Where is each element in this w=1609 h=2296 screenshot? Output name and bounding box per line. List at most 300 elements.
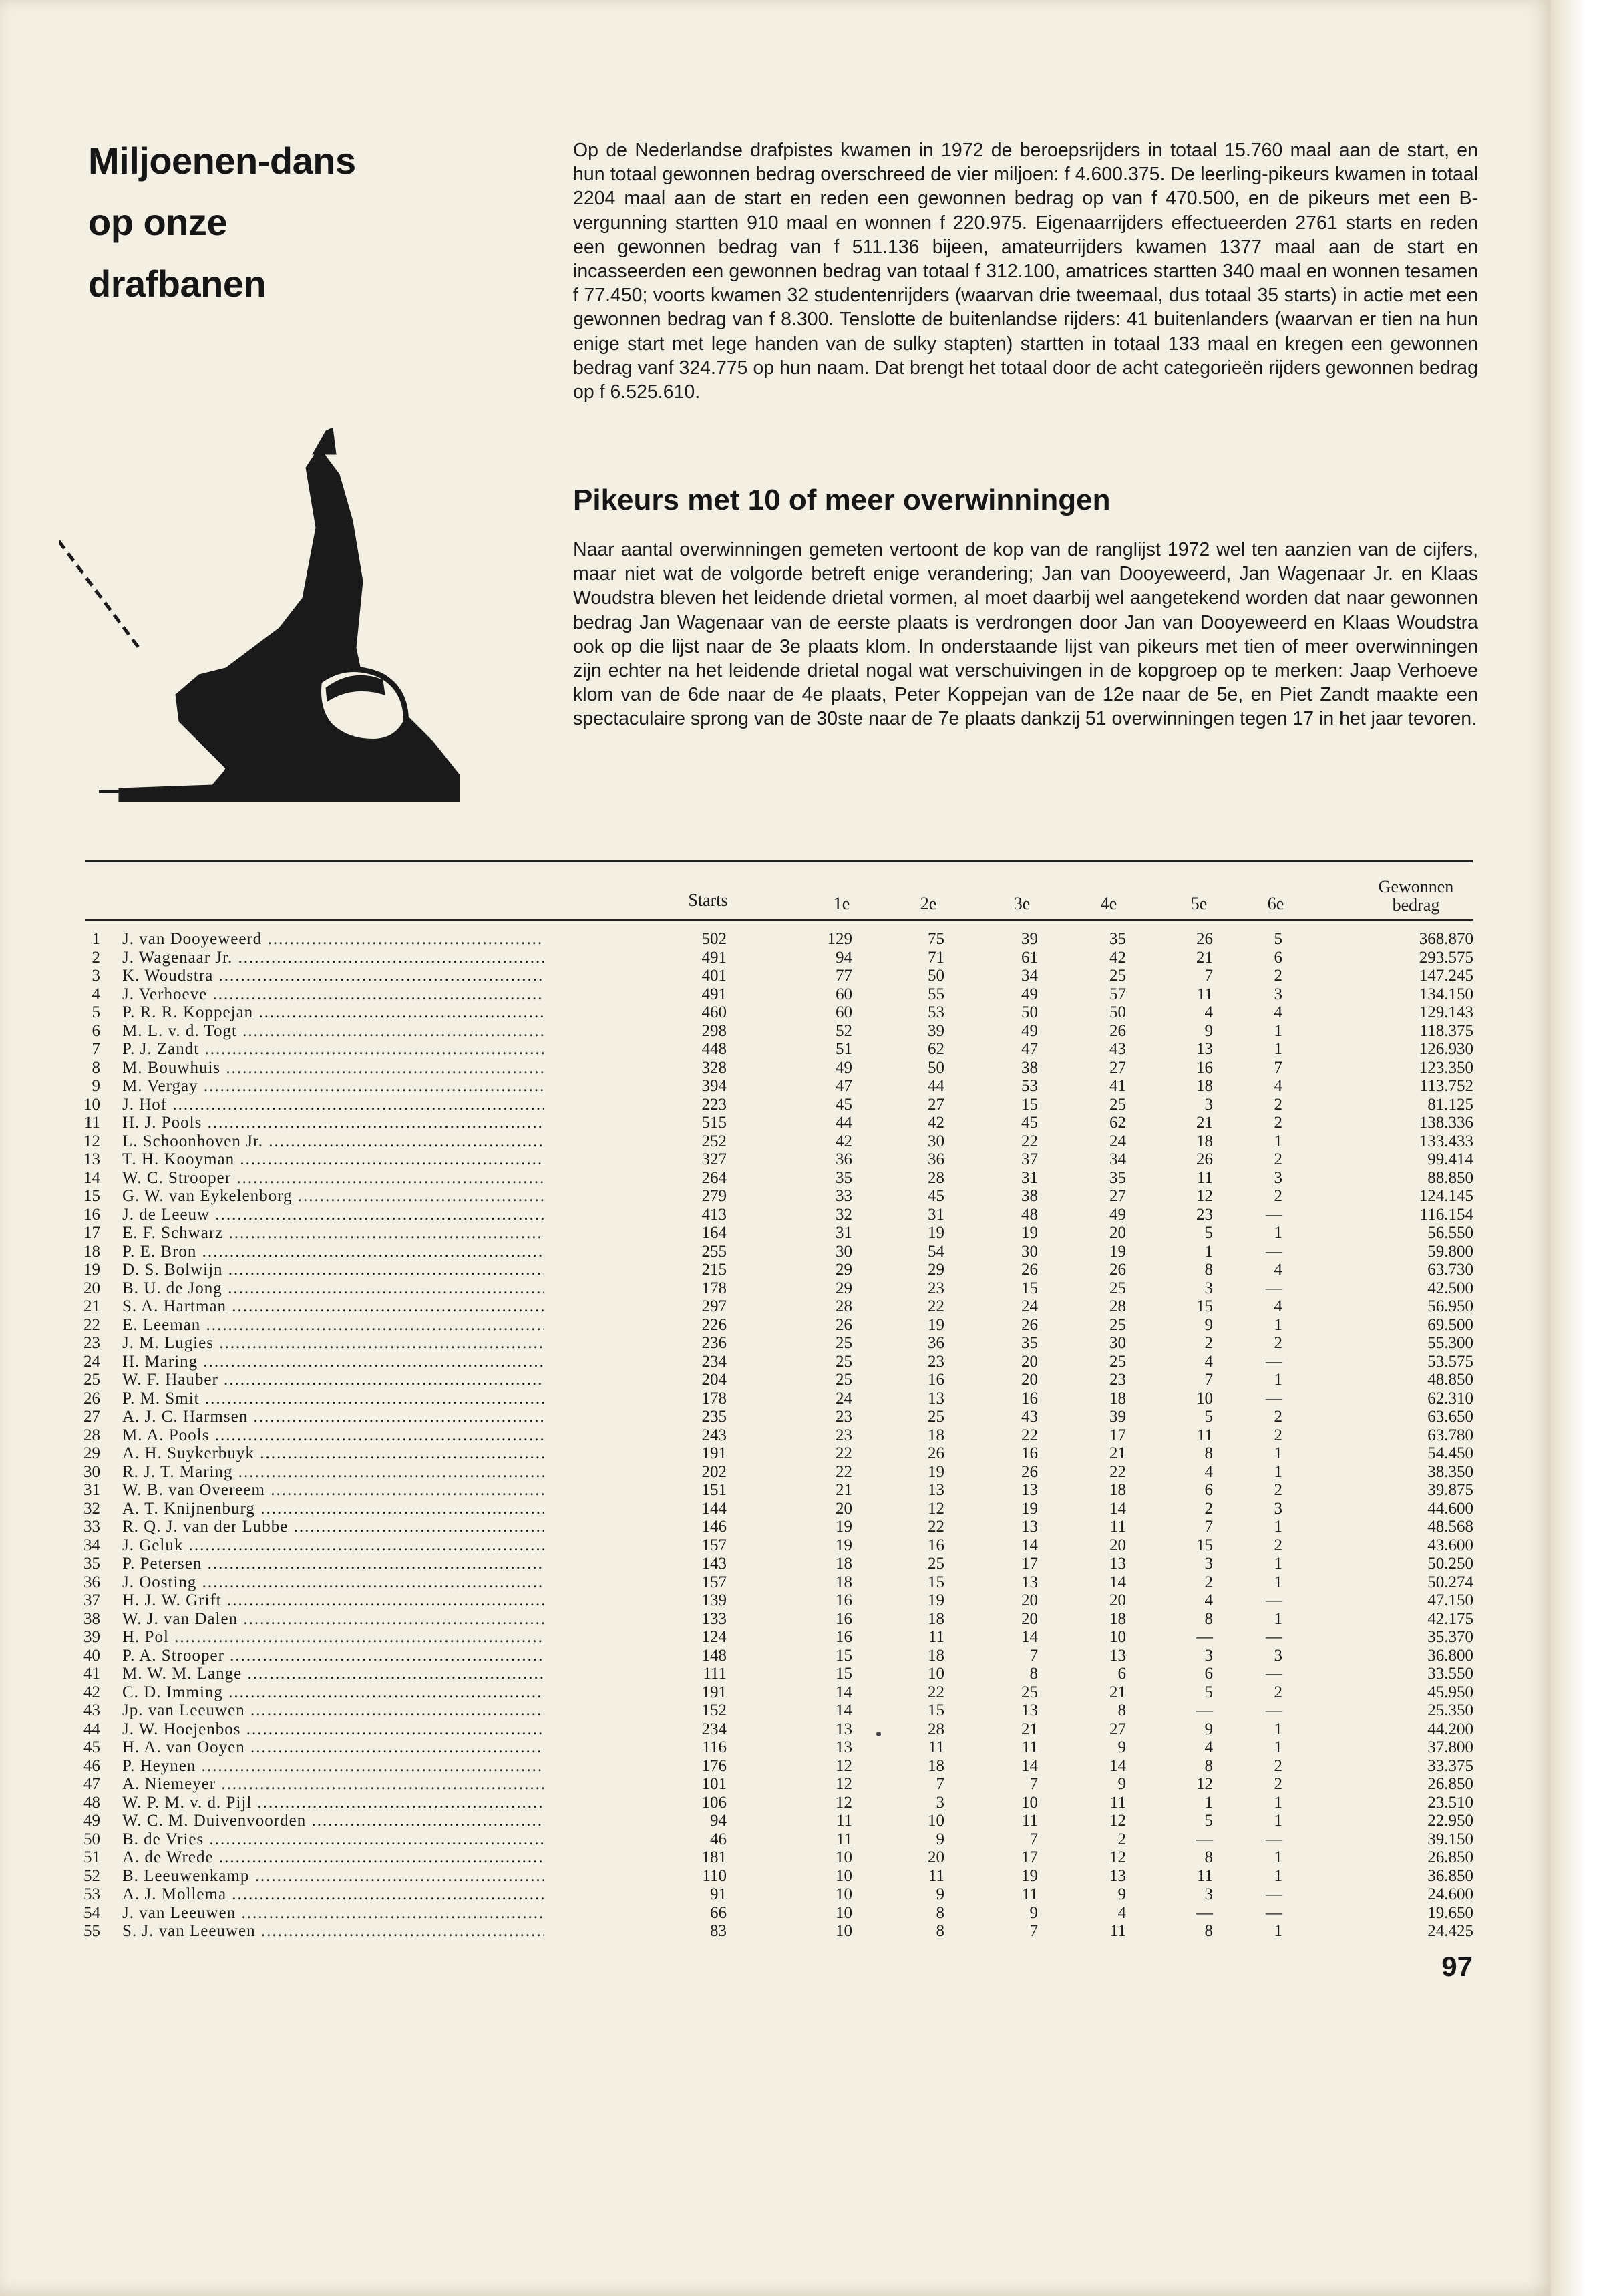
fifth-places: 10 (1196, 1389, 1213, 1408)
table-row (0, 1206, 1551, 1224)
driver-name: J. Wagenaar Jr. ..... (122, 949, 544, 967)
fifth-places: 21 (1196, 948, 1213, 967)
third-places: 39 (1021, 930, 1038, 948)
table-row (0, 1628, 1551, 1647)
second-places: 62 (928, 1040, 944, 1058)
table-row (0, 1536, 1551, 1555)
third-places: 13 (1021, 1481, 1038, 1499)
driver-name: B. de Vries ..... (122, 1830, 544, 1849)
table-row (0, 1885, 1551, 1904)
rank-number: 14 (83, 1168, 100, 1187)
third-places: 14 (1021, 1756, 1038, 1775)
second-places: 11 (928, 1738, 944, 1756)
prize-amount: 33.375 (1427, 1756, 1473, 1775)
driver-name: J. W. Hoejenbos ..... (122, 1720, 544, 1739)
second-places: 53 (928, 1003, 944, 1021)
driver-name: B. U. de Jong ..... (122, 1279, 544, 1298)
sixth-places: 1 (1274, 1021, 1282, 1040)
first-places: 35 (836, 1168, 852, 1187)
fourth-places: 6 (1117, 1665, 1126, 1683)
sixth-places: 4 (1274, 1077, 1282, 1095)
third-places: 15 (1021, 1279, 1038, 1297)
prize-amount: 88.850 (1427, 1168, 1473, 1187)
table-row (0, 1003, 1551, 1022)
sixth-places: 2 (1274, 1334, 1282, 1352)
driver-name: M. L. v. d. Togt ..... (122, 1022, 544, 1041)
starts-count: 83 (710, 1922, 727, 1940)
fifth-places: 3 (1204, 1554, 1213, 1573)
table-row (0, 1297, 1551, 1316)
driver-name: P. R. R. Koppejan ..... (122, 1003, 544, 1022)
rank-number: 16 (83, 1205, 100, 1224)
prize-amount: 36.850 (1427, 1866, 1473, 1885)
sixth-places: 1 (1274, 1738, 1282, 1756)
column-header-amount-line: bedrag (1392, 895, 1440, 915)
sixth-places: 1 (1274, 1848, 1282, 1866)
sixth-places: 1 (1274, 1793, 1282, 1812)
fifth-places: 3 (1204, 1095, 1213, 1114)
starts-count: 66 (710, 1903, 727, 1922)
fourth-places: 27 (1109, 1058, 1126, 1077)
fifth-places: 16 (1196, 1058, 1213, 1077)
table-row (0, 1794, 1551, 1812)
second-places: 19 (928, 1315, 944, 1334)
fifth-places: 8 (1204, 1922, 1213, 1940)
rank-number: 3 (92, 967, 100, 985)
rank-number: 4 (92, 985, 100, 1003)
driver-name: S. A. Hartman ..... (122, 1297, 544, 1316)
table-row (0, 1243, 1551, 1261)
second-places: 12 (928, 1499, 944, 1518)
table-row (0, 1500, 1551, 1518)
sixth-places: 6 (1274, 948, 1282, 967)
second-places: 25 (928, 1554, 944, 1573)
rank-number: 45 (83, 1738, 100, 1756)
table-row (0, 1114, 1551, 1132)
sixth-places: — (1266, 1885, 1282, 1903)
first-places: 10 (836, 1885, 852, 1903)
third-places: 16 (1021, 1444, 1038, 1462)
prize-amount: 368.870 (1419, 930, 1473, 948)
rank-number: 23 (83, 1334, 100, 1352)
rank-number: 43 (83, 1701, 100, 1719)
second-places: 15 (928, 1701, 944, 1719)
table-row (0, 1812, 1551, 1830)
starts-count: 178 (701, 1389, 727, 1408)
fifth-places: 11 (1196, 985, 1213, 1003)
prize-amount: 63.650 (1427, 1408, 1473, 1426)
third-places: 22 (1021, 1132, 1038, 1150)
table-row (0, 1701, 1551, 1720)
second-places: 18 (928, 1426, 944, 1444)
rank-number: 19 (83, 1261, 100, 1279)
third-places: 37 (1021, 1150, 1038, 1168)
first-places: 16 (836, 1628, 852, 1646)
fifth-places: 3 (1204, 1646, 1213, 1665)
third-places: 7 (1029, 1646, 1038, 1665)
fourth-places: 28 (1109, 1297, 1126, 1315)
table-row (0, 1554, 1551, 1573)
table-row (0, 1077, 1551, 1096)
prize-amount: 47.150 (1427, 1591, 1473, 1609)
fourth-places: 14 (1109, 1756, 1126, 1775)
starts-count: 202 (701, 1462, 727, 1481)
starts-count: 152 (701, 1701, 727, 1719)
third-places: 20 (1021, 1591, 1038, 1609)
starts-count: 157 (701, 1573, 727, 1591)
table-row (0, 1132, 1551, 1151)
driver-name: A. T. Knijnenburg ..... (122, 1500, 544, 1518)
starts-count: 46 (710, 1830, 727, 1848)
first-places: 25 (836, 1334, 852, 1352)
second-places: 31 (928, 1205, 944, 1224)
table-row (0, 1830, 1551, 1849)
driver-name: W. J. van Dalen ..... (122, 1610, 544, 1629)
fifth-places: 5 (1204, 1683, 1213, 1701)
prize-amount: 50.274 (1427, 1573, 1473, 1591)
second-places: 22 (928, 1297, 944, 1315)
first-places: 15 (836, 1646, 852, 1665)
starts-count: 143 (701, 1554, 727, 1573)
rank-number: 2 (92, 948, 100, 967)
sixth-places: 4 (1274, 1297, 1282, 1315)
prize-amount: 42.175 (1427, 1609, 1473, 1628)
prize-amount: 116.154 (1419, 1205, 1473, 1224)
fourth-places: 21 (1109, 1444, 1126, 1462)
fifth-places: — (1196, 1701, 1213, 1719)
third-places: 15 (1021, 1095, 1038, 1114)
driver-name: S. J. van Leeuwen ..... (122, 1922, 544, 1941)
column-header-starts: Starts (688, 890, 728, 910)
fifth-places: 1 (1204, 1793, 1213, 1812)
third-places: 19 (1021, 1224, 1038, 1242)
third-places: 20 (1021, 1352, 1038, 1371)
starts-count: 327 (701, 1150, 727, 1168)
column-header-amount-line: Gewonnen (1378, 877, 1454, 896)
prize-amount: 56.950 (1427, 1297, 1473, 1315)
rank-number: 51 (83, 1848, 100, 1866)
first-places: 25 (836, 1371, 852, 1389)
sixth-places: 2 (1274, 967, 1282, 985)
driver-name: D. S. Bolwijn ..... (122, 1261, 544, 1279)
rank-number: 9 (92, 1077, 100, 1095)
fifth-places: 11 (1196, 1426, 1213, 1444)
column-header-5e: 5e (1190, 894, 1208, 913)
intro-paragraph: Op de Nederlandse drafpistes kwamen in 1972 de beroepsrijders in totaal 15.760 maal aan de start, en hun totaal gewonnen bedrag overschreed de vier miljoen: f 4.600.375. De leerling-pikeurs kwamen in totaal 2204 maal aan de start en reden een gewonnen bedrag op van f 470.500, en de pikeurs met een B-vergunning startten 910 maal en wonnen f 220.975. Eigenaarrijders effectueerden 2761 starts en reden een gewonnen bedrag van f 511.136 bijeen, amateurrijders kwamen 1377 maal aan de start en incasseerden een gewonnen bedrag van totaal f 312.100, amatrices startten 340 maal en wonnen tesamen f 77.450; voorts kwamen 32 studentenrijders (waarvan drie tweemaal, dus totaal 35 starts) in actie met een gewonnen bedrag van f 8.300. Tenslotte de buitenlandse rijders: 41 buitenlanders (waarvan er tien na hun enige start met lege handen van de sulky stapten) startten in totaal 133 maal en kregen een gewonnen bedrag vanf 324.775 op hun naam. Dat brengt het totaal door de acht categorieën rijders gewonnen bedrag op f 6.525.610. (573, 140, 1478, 403)
fifth-places: 4 (1204, 1352, 1213, 1371)
driver-name: T. H. Kooyman ..... (122, 1150, 544, 1169)
sixth-places: 1 (1274, 1132, 1282, 1150)
fifth-places: 26 (1196, 930, 1213, 948)
table-row (0, 1353, 1551, 1371)
driver-name: R. J. T. Maring ..... (122, 1463, 544, 1482)
sixth-places: — (1266, 1352, 1282, 1371)
first-places: 45 (836, 1095, 852, 1114)
rank-number: 36 (83, 1573, 100, 1591)
sixth-places: 2 (1274, 1775, 1282, 1793)
first-places: 49 (836, 1058, 852, 1077)
driver-name: H. J. Pools ..... (122, 1114, 544, 1132)
second-places: 39 (928, 1021, 944, 1040)
prize-amount: 62.310 (1427, 1389, 1473, 1408)
rank-number: 53 (83, 1885, 100, 1903)
first-places: 12 (836, 1793, 852, 1812)
first-places: 33 (836, 1187, 852, 1205)
prize-amount: 23.510 (1427, 1793, 1473, 1812)
starts-count: 116 (702, 1738, 727, 1756)
driver-name: P. Heynen ..... (122, 1757, 544, 1776)
fourth-places: 25 (1109, 1279, 1126, 1297)
table-row (0, 1408, 1551, 1426)
prize-amount: 26.850 (1427, 1775, 1473, 1793)
fourth-places: 25 (1109, 967, 1126, 985)
starts-count: 279 (701, 1187, 727, 1205)
prize-amount: 48.568 (1427, 1518, 1473, 1536)
prize-amount: 54.450 (1427, 1444, 1473, 1462)
first-places: 10 (836, 1922, 852, 1940)
first-places: 19 (836, 1518, 852, 1536)
prize-amount: 59.800 (1427, 1242, 1473, 1261)
second-places: 19 (928, 1462, 944, 1481)
starts-count: 91 (710, 1885, 727, 1903)
sixth-places: 1 (1274, 1609, 1282, 1628)
driver-name: W. B. van Overeem ..... (122, 1481, 544, 1500)
driver-name: A. J. C. Harmsen ..... (122, 1408, 544, 1426)
column-header-4e: 4e (1100, 894, 1117, 913)
starts-count: 328 (701, 1058, 727, 1077)
sixth-places: — (1266, 1628, 1282, 1646)
starts-count: 491 (701, 985, 727, 1003)
starts-count: 144 (701, 1499, 727, 1518)
fourth-places: 41 (1109, 1077, 1126, 1095)
fourth-places: 19 (1109, 1242, 1126, 1261)
third-places: 38 (1021, 1187, 1038, 1205)
prize-amount: 19.650 (1427, 1903, 1473, 1922)
second-places: 10 (928, 1812, 944, 1830)
rank-number: 48 (83, 1793, 100, 1812)
starts-count: 223 (701, 1095, 727, 1114)
sixth-places: — (1266, 1279, 1282, 1297)
fifth-places: 3 (1204, 1885, 1213, 1903)
prize-amount: 126.930 (1419, 1040, 1473, 1058)
driver-name: L. Schoonhoven Jr. ..... (122, 1132, 544, 1151)
third-places: 26 (1021, 1261, 1038, 1279)
rank-number: 39 (83, 1628, 100, 1646)
first-places: 30 (836, 1242, 852, 1261)
article-title (88, 130, 395, 315)
starts-count: 401 (701, 967, 727, 985)
driver-name: J. Verhoeve ..... (122, 985, 544, 1004)
prize-amount: 99.414 (1427, 1150, 1473, 1168)
sixth-places: 2 (1274, 1683, 1282, 1701)
starts-count: 181 (701, 1848, 727, 1866)
second-places: 9 (936, 1830, 944, 1848)
table-row (0, 1389, 1551, 1408)
starts-count: 106 (701, 1793, 727, 1812)
fourth-places: 42 (1109, 948, 1126, 967)
first-places: 13 (836, 1719, 852, 1738)
second-places: 8 (936, 1903, 944, 1922)
second-places: 18 (928, 1609, 944, 1628)
column-header-2e: 2e (920, 894, 937, 913)
rank-number: 37 (83, 1591, 100, 1609)
rank-number: 1 (92, 930, 100, 948)
fifth-places: 4 (1204, 1462, 1213, 1481)
rank-number: 8 (92, 1058, 100, 1077)
third-places: 7 (1029, 1775, 1038, 1793)
second-places: 13 (928, 1481, 944, 1499)
sixth-places: 1 (1274, 1444, 1282, 1462)
prize-amount: 48.850 (1427, 1371, 1473, 1389)
starts-count: 176 (701, 1756, 727, 1775)
third-places: 24 (1021, 1297, 1038, 1315)
prize-amount: 44.200 (1427, 1719, 1473, 1738)
article-title-line: op onze (88, 201, 228, 243)
prize-amount: 118.375 (1419, 1021, 1473, 1040)
third-places: 30 (1021, 1242, 1038, 1261)
starts-count: 515 (701, 1114, 727, 1132)
prize-amount: 36.800 (1427, 1646, 1473, 1665)
starts-count: 264 (701, 1168, 727, 1187)
prize-amount: 35.370 (1427, 1628, 1473, 1646)
prize-amount: 63.730 (1427, 1261, 1473, 1279)
starts-count: 151 (701, 1481, 727, 1499)
driver-name: W. C. M. Duivenvoorden ..... (122, 1812, 544, 1830)
driver-name: J. M. Lugies ..... (122, 1334, 544, 1353)
starts-count: 236 (701, 1334, 727, 1352)
table-row (0, 930, 1551, 949)
sixth-places: — (1266, 1591, 1282, 1609)
second-places: 11 (928, 1628, 944, 1646)
fourth-places: 25 (1109, 1095, 1126, 1114)
first-places: 11 (836, 1812, 852, 1830)
body-paragraph: Naar aantal overwinningen gemeten vertoont de kop van de ranglijst 1972 wel ten aanzien van de cijfers, maar niet wat de volgorde betreft enige verandering; Jan van Dooyeweerd, Jan Wagenaar Jr. en Klaas Woudstra bleven het leidende drietal vormen, al moet daarbij wel aangetekend worden dat naar gewonnen bedrag Jan Wagenaar van de eerste plaats is verdrongen door Jan van Dooyeweerd en Klaas Woudstra ook op die lijst naar de 3e plaats klom. In onderstaande lijst van pikeurs met tien of meer overwinningen zijn echter na het leidende drietal nogal wat verschuivingen in de kopgroep op te merken: Jaap Verhoeve klom van de 6de naar de 4e plaats, Peter Koppejan van de 12e naar de 5e, en Piet Zandt maakte een spectaculaire sprong van de 30ste naar de 7e plaats dankzij 51 overwinningen tegen 17 in het jaar tevoren. (573, 539, 1478, 730)
rank-number: 7 (92, 1040, 100, 1058)
page-gutter (1551, 0, 1609, 2296)
prize-amount: 56.550 (1427, 1224, 1473, 1242)
fifth-places: 8 (1204, 1848, 1213, 1866)
fifth-places: 7 (1204, 1518, 1213, 1536)
starts-count: 234 (701, 1719, 727, 1738)
fourth-places: 9 (1117, 1775, 1126, 1793)
third-places: 11 (1021, 1738, 1038, 1756)
table-row (0, 949, 1551, 967)
driver-name: J. Oosting ..... (122, 1573, 544, 1592)
sixth-places: 2 (1274, 1426, 1282, 1444)
rank-number: 22 (83, 1315, 100, 1334)
third-places: 45 (1021, 1114, 1038, 1132)
driver-name: J. de Leeuw ..... (122, 1206, 544, 1224)
driver-name: M. W. M. Lange ..... (122, 1665, 544, 1683)
third-places: 21 (1021, 1719, 1038, 1738)
sixth-places: — (1266, 1903, 1282, 1922)
starts-count: 298 (701, 1021, 727, 1040)
prize-amount: 113.752 (1419, 1077, 1473, 1095)
sixth-places: — (1266, 1665, 1282, 1683)
prize-amount: 133.433 (1419, 1132, 1473, 1150)
prize-amount: 25.350 (1427, 1701, 1473, 1719)
fourth-places: 27 (1109, 1187, 1126, 1205)
rank-number: 11 (83, 1114, 100, 1132)
table-row (0, 1481, 1551, 1500)
first-places: 129 (827, 930, 852, 948)
second-places: 18 (928, 1756, 944, 1775)
fourth-places: 12 (1109, 1848, 1126, 1866)
second-places: 29 (928, 1261, 944, 1279)
driver-name: E. F. Schwarz ..... (122, 1224, 544, 1243)
first-places: 44 (836, 1114, 852, 1132)
sixth-places: 4 (1274, 1261, 1282, 1279)
sixth-places: 1 (1274, 1315, 1282, 1334)
driver-name: M. Bouwhuis ..... (122, 1059, 544, 1078)
sixth-places: 2 (1274, 1481, 1282, 1499)
fifth-places: 23 (1196, 1205, 1213, 1224)
second-places: 36 (928, 1334, 944, 1352)
second-places: 28 (928, 1719, 944, 1738)
fourth-places: 25 (1109, 1352, 1126, 1371)
third-places: 61 (1021, 948, 1038, 967)
driver-name: P. Petersen ..... (122, 1554, 544, 1573)
rank-number: 55 (83, 1922, 100, 1940)
first-places: 36 (836, 1150, 852, 1168)
fifth-places: 11 (1196, 1866, 1213, 1885)
sixth-places: 2 (1274, 1187, 1282, 1205)
third-places: 49 (1021, 1021, 1038, 1040)
first-places: 12 (836, 1756, 852, 1775)
fourth-places: 26 (1109, 1021, 1126, 1040)
fourth-places: 11 (1109, 1518, 1126, 1536)
fifth-places: 18 (1196, 1132, 1213, 1150)
prize-amount: 45.950 (1427, 1683, 1473, 1701)
prize-amount: 55.300 (1427, 1334, 1473, 1352)
rank-number: 38 (83, 1609, 100, 1628)
fifth-places: 12 (1196, 1775, 1213, 1793)
starts-count: 502 (701, 930, 727, 948)
fourth-places: 20 (1109, 1536, 1126, 1554)
second-places: 13 (928, 1389, 944, 1408)
second-places: 16 (928, 1536, 944, 1554)
first-places: 29 (836, 1279, 852, 1297)
sixth-places: — (1266, 1830, 1282, 1848)
sixth-places: 3 (1274, 1646, 1282, 1665)
table-row (0, 1261, 1551, 1279)
fifth-places: 9 (1204, 1315, 1213, 1334)
starts-count: 133 (701, 1609, 727, 1628)
fourth-places: 27 (1109, 1719, 1126, 1738)
column-header-6e: 6e (1267, 894, 1284, 913)
second-places: 19 (928, 1224, 944, 1242)
second-places: 27 (928, 1095, 944, 1114)
rank-number: 6 (92, 1021, 100, 1040)
driver-name: H. A. van Ooyen ..... (122, 1738, 544, 1757)
prize-amount: 50.250 (1427, 1554, 1473, 1573)
prize-amount: 293.575 (1419, 948, 1473, 967)
table-row (0, 967, 1551, 985)
third-places: 13 (1021, 1701, 1038, 1719)
rank-number: 32 (83, 1499, 100, 1518)
fourth-places: 22 (1109, 1462, 1126, 1481)
rank-number: 17 (83, 1224, 100, 1242)
first-places: 18 (836, 1573, 852, 1591)
rank-number: 13 (83, 1150, 100, 1168)
prize-amount: 26.850 (1427, 1848, 1473, 1866)
driver-name: A. Niemeyer ..... (122, 1775, 544, 1794)
table-row (0, 1279, 1551, 1298)
table-header-rule (85, 919, 1473, 921)
second-places: 22 (928, 1518, 944, 1536)
table-row (0, 1904, 1551, 1923)
fifth-places: — (1196, 1903, 1213, 1922)
